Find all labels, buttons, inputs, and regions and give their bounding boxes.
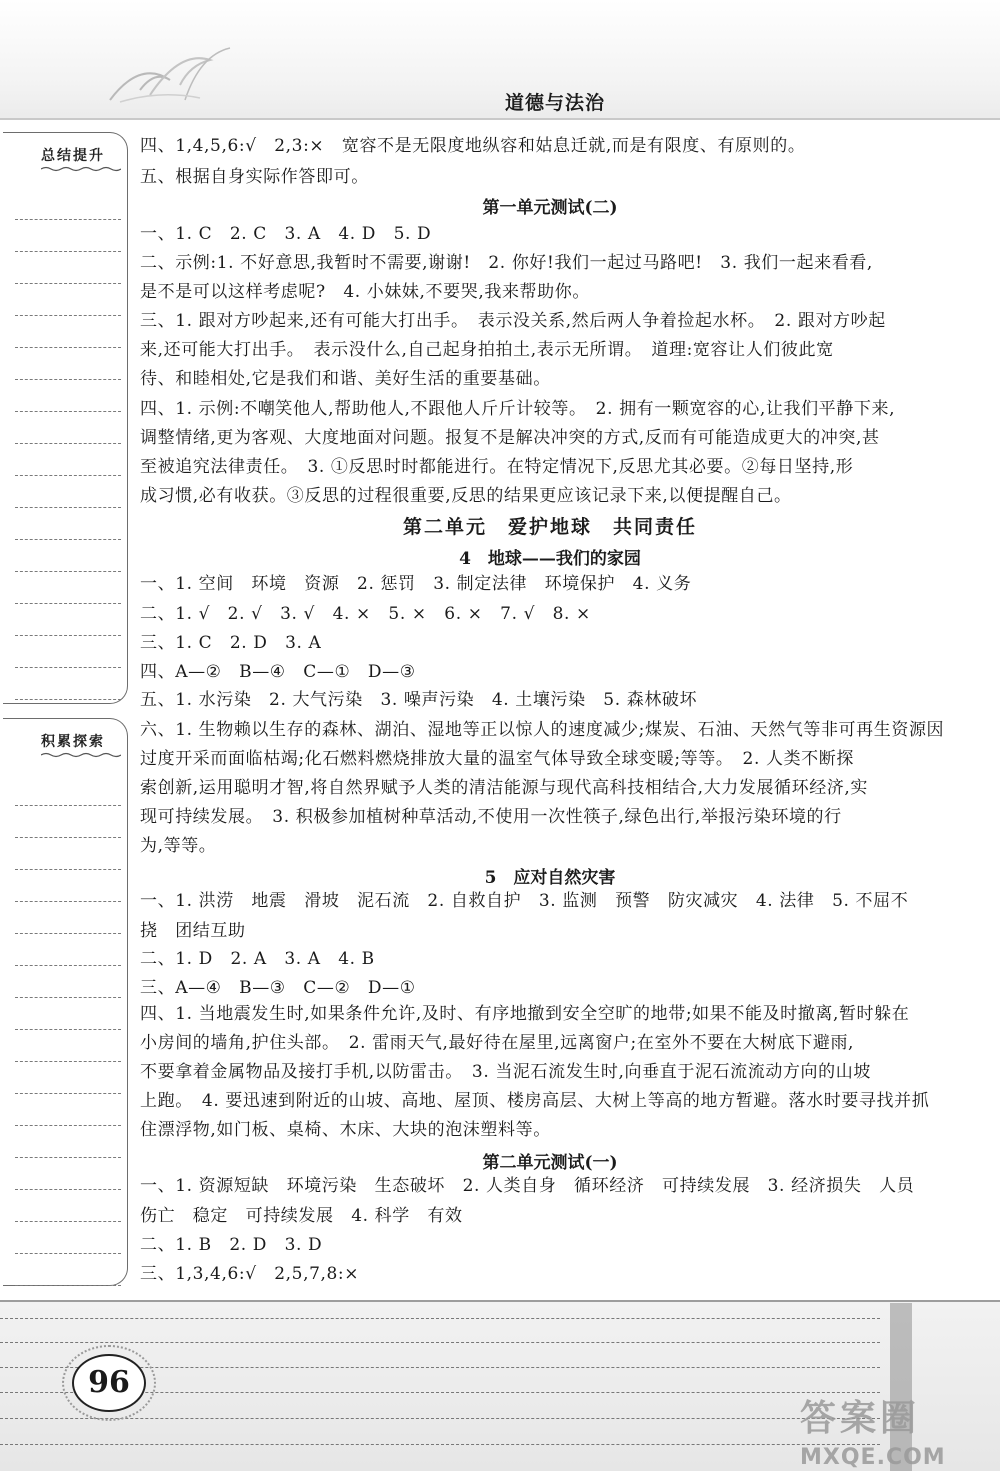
page-header-title: 道德与法治 (504, 92, 605, 114)
answer-line: 上跑。 4. 要迅速到附近的山坡、高地、屋顶、楼房高层、大树上等高的地方暂避。落水时要寻找并抓 (140, 1091, 930, 1111)
answer-line: 一、1. C 2. C 3. A 4. D 5. D (140, 224, 432, 244)
footer-dashed-line (0, 1444, 880, 1445)
section-title: 第一单元测试(二) (482, 198, 618, 218)
sidebar-explore-box (3, 718, 128, 1286)
sidebar-note-lines (15, 188, 121, 695)
answer-line: 过度开采而面临枯竭;化石燃料燃烧排放大量的温室气体导致全球变暖;等等。 2. 人类不断探 (140, 749, 854, 769)
answer-line: 五、根据自身实际作答即可。 (140, 167, 369, 187)
answer-line: 索创新,运用聪明才智,将自然界赋予人类的清洁能源与现代高科技相结合,大力发展循环经济,实 (140, 778, 869, 798)
answer-line: 待、和睦相处,它是我们和谐、美好生活的重要基础。 (140, 369, 551, 389)
answer-line: 伤亡 稳定 可持续发展 4. 科学 有效 (140, 1206, 463, 1226)
sidebar-note-lines (15, 774, 121, 1277)
answer-line: 二、1. B 2. D 3. D (140, 1235, 323, 1255)
footer-dashed-line (0, 1342, 880, 1343)
footer-dashed-line (0, 1418, 880, 1419)
answer-line: 来,还可能大打出手。 表示没什么,自己起身拍拍土,表示无所谓。 道理:宽容让人们彼此宽 (140, 340, 834, 360)
answer-line: 成习惯,必有收获。③反思的过程很重要,反思的结果更应该记录下来,以便提醒自己。 (140, 486, 792, 506)
header-rule (0, 118, 1000, 120)
section-title: 第二单元测试(一) (482, 1153, 618, 1173)
answer-line: 五、1. 水污染 2. 大气污染 3. 噪声污染 4. 土壤污染 5. 森林破坏 (140, 690, 698, 710)
answer-line: 三、1. 跟对方吵起来,还有可能大打出手。 表示没关系,然后两人争着捡起水杯。 2. 跟对方吵起 (140, 311, 886, 331)
answer-line: 挠 团结互助 (140, 921, 246, 941)
answer-line: 三、1,3,4,6:√ 2,5,7,8:× (140, 1264, 360, 1284)
answer-line: 住漂浮物,如门板、桌椅、木床、大块的泡沫塑料等。 (140, 1120, 551, 1140)
answer-line: 二、1. D 2. A 3. A 4. B (140, 949, 375, 969)
answer-line: 至被追究法律责任。 3. ①反思时时都能进行。在特定情况下,反思尤其必要。②每日坚持,形 (140, 457, 854, 477)
answer-line: 是不是可以这样考虑呢? 4. 小妹妹,不要哭,我来帮助你。 (140, 282, 590, 302)
answer-line: 小房间的墙角,护住头部。 2. 雷雨天气,最好待在屋里,远离窗户;在室外不要在大树底下避雨, (140, 1033, 855, 1053)
page-number: 96 (72, 1354, 146, 1412)
answer-line: 四、1. 示例:不嘲笑他人,帮助他人,不跟他人斤斤计较等。 2. 拥有一颗宽容的心,让我们平静下来, (140, 399, 896, 419)
answer-line: 二、1. √ 2. √ 3. √ 4. × 5. × 6. × 7. √ 8. × (140, 604, 591, 624)
answer-line: 四、1. 当地震发生时,如果条件允许,及时、有序地撤到安全空旷的地带;如果不能及时撤离,暂时躲在 (140, 1004, 910, 1024)
answer-line: 四、1,4,5,6:√ 2,3:× 宽容不是无限度地纵容和姑息迁就,而是有限度、有原则的。 (140, 136, 806, 156)
answer-line: 一、1. 洪涝 地震 滑坡 泥石流 2. 自救自护 3. 监测 预警 防灾减灾 4. 法律 5. 不屈不 (140, 891, 909, 911)
answer-line: 二、示例:1. 不好意思,我暂时不需要,谢谢! 2. 你好!我们一起过马路吧! 3. 我们一起来看看, (140, 253, 873, 273)
lesson-title: 4 地球——我们的家园 (459, 549, 641, 569)
wave-underline-icon (41, 166, 121, 172)
answer-line: 不要拿着金属物品及接打手机,以防雷击。 3. 当泥石流发生时,向垂直于泥石流流动方向的山坡 (140, 1062, 871, 1082)
answer-line: 一、1. 空间 环境 资源 2. 惩罚 3. 制定法律 环境保护 4. 义务 (140, 574, 692, 594)
answer-line: 现可持续发展。 3. 积极参加植树种草活动,不使用一次性筷子,绿色出行,举报污染环境的行 (140, 807, 842, 827)
site-watermark-logo: 答案圈 MXQE.COM (800, 1398, 946, 1470)
answer-line: 三、1. C 2. D 3. A (140, 633, 322, 653)
answer-line: 一、1. 资源短缺 环境污染 生态破坏 2. 人类自身 循环经济 可持续发展 3. 经济损失 人员 (140, 1176, 915, 1196)
sidebar-explore-label: 积累探索 (41, 734, 105, 750)
answer-line: 调整情绪,更为客观、大度地面对问题。报复不是解决冲突的方式,反而有可能造成更大的冲突,甚 (140, 428, 880, 448)
lesson-title: 5 应对自然灾害 (484, 868, 616, 888)
answer-line: 四、A—② B—④ C—① D—③ (140, 662, 416, 682)
answer-line: 六、1. 生物赖以生存的森林、湖泊、湿地等正以惊人的速度减少;煤炭、石油、天然气等非可再生资源因 (140, 720, 945, 740)
answer-line: 为,等等。 (140, 836, 217, 856)
footer-dashed-line (0, 1318, 880, 1319)
footer-rule (0, 1300, 1000, 1302)
answer-line: 三、A—④ B—③ C—② D—① (140, 978, 416, 998)
sidebar-summary-box (3, 132, 128, 704)
sidebar-summary-label: 总结提升 (41, 148, 105, 164)
unit-title: 第二单元 爱护地球 共同责任 (402, 516, 697, 538)
wave-underline-icon (41, 752, 121, 758)
